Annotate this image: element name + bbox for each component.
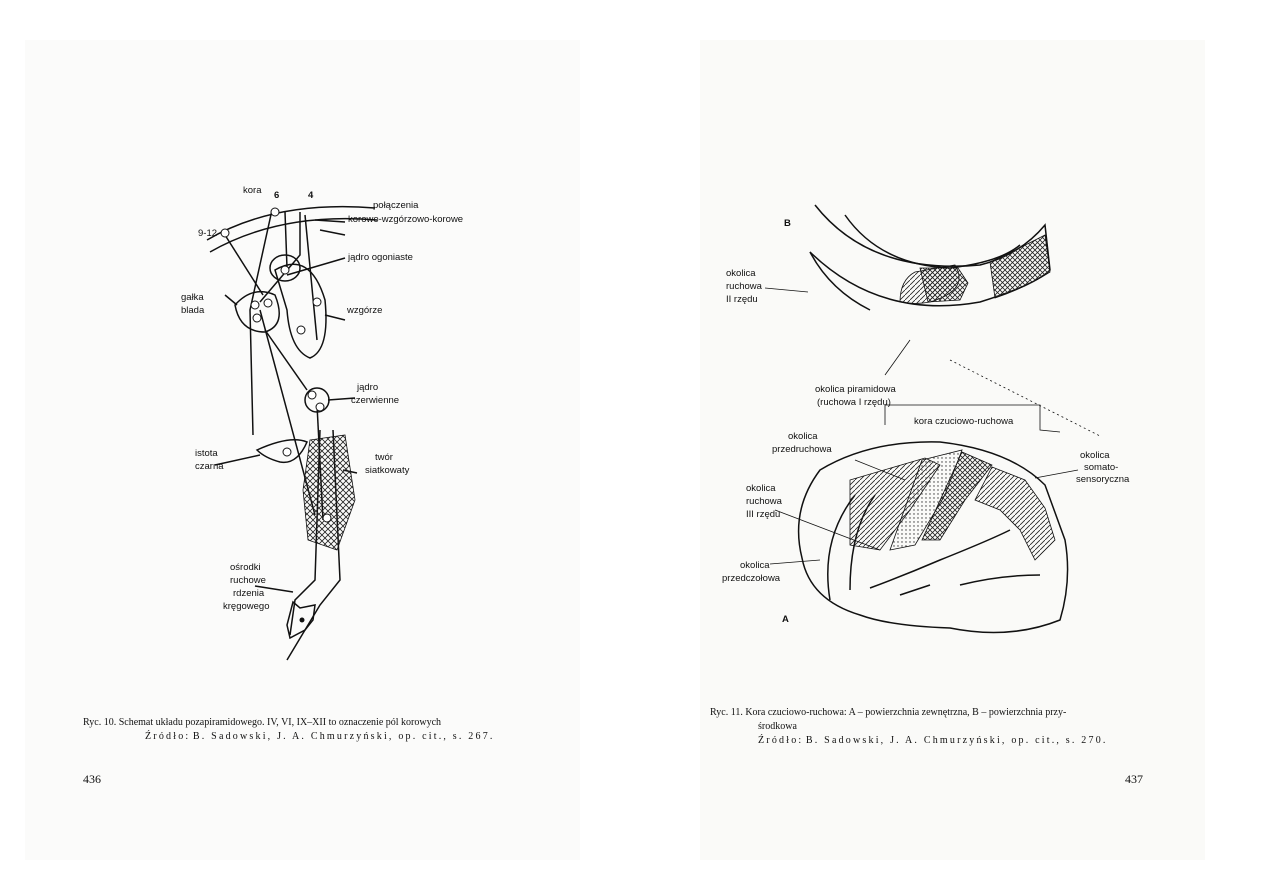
caption-source <box>83 730 573 744</box>
label-przedruchowa-2: przedruchowa <box>772 444 832 455</box>
label-II-rzedu: II rzędu <box>726 294 758 305</box>
extrapyramidal-diagram <box>25 40 580 720</box>
left-page <box>25 40 580 860</box>
label-istota: istota <box>195 448 218 459</box>
label-przedczolowa-1: okolica <box>740 560 770 571</box>
right-page <box>700 40 1205 860</box>
label-siatkowaty: siatkowaty <box>365 465 410 476</box>
page-number: 437 <box>1125 772 1143 786</box>
label-A: A <box>782 614 789 625</box>
caption-line: Ryc. 11. Kora czuciowo-ruchowa: A – powierzchnia zewnętrzna, B – powierzchnia przy- <box>710 707 1067 718</box>
label-korowo: korowo-wzgórzowo-korowe <box>348 214 464 225</box>
label-przedczolowa-2: przedczołowa <box>722 573 781 584</box>
label-twor: twór <box>375 452 393 463</box>
label-kora: kora <box>243 185 262 196</box>
label-galka: gałka <box>181 292 204 303</box>
caption-line: Ryc. 10. Schemat układu pozapiramidowego. IV, VI, IX–XII to oznaczenie pól korowych <box>83 717 442 728</box>
label-jadro-ogoniaste: jądro ogoniaste <box>348 252 413 263</box>
label-czarna: czarna <box>195 461 224 472</box>
caption-source <box>710 734 1200 748</box>
label-okolica-piramidowa: okolica piramidowa <box>815 384 896 395</box>
label-osrodki: ośrodki <box>230 562 261 573</box>
label-jadro: jądro <box>357 382 379 393</box>
label-przedruchowa-1: okolica <box>788 431 818 442</box>
label-kregowego: kręgowego <box>223 601 270 612</box>
label-area-9-12: 9-12 <box>198 228 218 239</box>
label-okolica-ruchowa: okolica <box>726 268 756 279</box>
label-ruchowe: ruchowe <box>230 575 266 586</box>
label-ruchowa-I-rzedu: (ruchowa I rzędu) <box>817 397 891 408</box>
page-number: 436 <box>83 772 101 786</box>
caption-line-2: środkowa <box>758 721 797 732</box>
source-label: Źródło: <box>758 735 804 746</box>
source-text: B. Sadowski, J. A. Chmurzyński, op. cit., s. 267. <box>192 731 495 742</box>
source-label: Źródło: <box>145 731 191 742</box>
source-text: B. Sadowski, J. A. Chmurzyński, op. cit., s. 270. <box>805 735 1108 746</box>
figure-caption-11 <box>710 706 1200 748</box>
label-ruchowa3-3: III rzędu <box>746 509 781 520</box>
label-B: B <box>784 218 791 229</box>
label-somato-2: somato- <box>1084 462 1119 473</box>
label-kora-czuciowo-ruchowa: kora czuciowo-ruchowa <box>914 416 1014 427</box>
label-blada: blada <box>181 305 205 316</box>
label-polaczenia: połączenia <box>373 200 419 211</box>
label-wzgorze: wzgórze <box>347 305 383 316</box>
label-area-6: 6 <box>274 190 280 201</box>
figure-caption-10 <box>83 716 573 744</box>
label-rdzenia: rdzenia <box>233 588 265 599</box>
sensorimotor-cortex-diagram <box>700 40 1205 700</box>
label-ruchowa3-1: okolica <box>746 483 776 494</box>
label-ruchowa3-2: ruchowa <box>746 496 782 507</box>
label-area-4: 4 <box>308 190 314 201</box>
label-czerwienne: czerwienne <box>351 395 400 406</box>
label-somato-3: sensoryczna <box>1076 474 1130 485</box>
label-somato-1: okolica <box>1080 450 1110 461</box>
label-ruchowa: ruchowa <box>726 281 762 292</box>
